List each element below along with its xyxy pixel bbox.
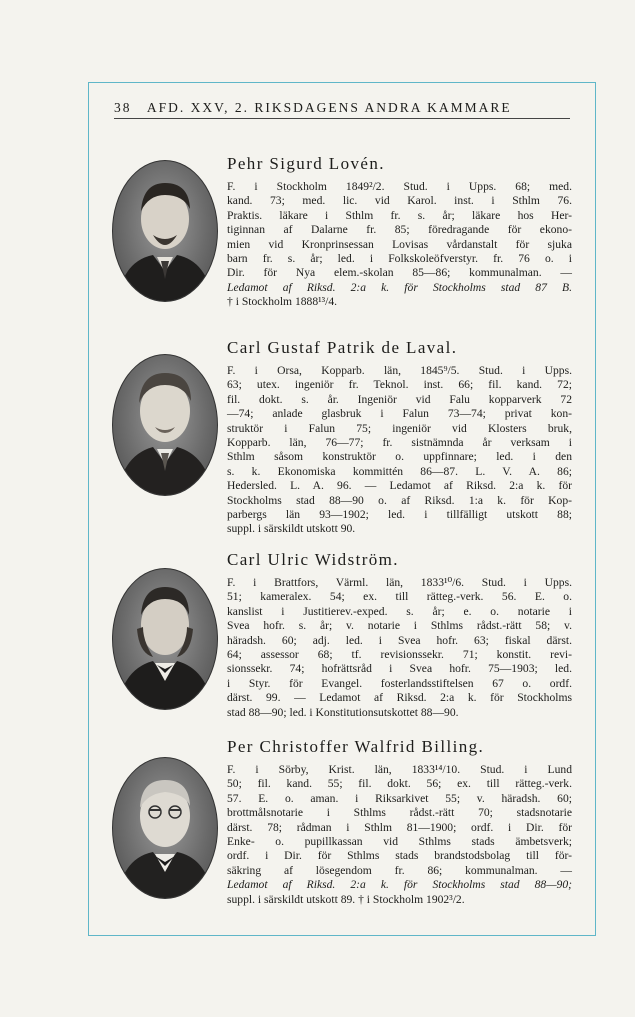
bio-line: barn fr. s. år; led. i Folkskoleöfverstyr. fr. 76 o. i xyxy=(227,252,572,266)
bio-line: mien vid Kronprinsessan Lovisas vårdanstalt för sjuka xyxy=(227,237,572,251)
bio-line: Ledamot af Riksd. 2:a k. för Stockholms stad 87 B. xyxy=(227,280,572,294)
bio-line: i Styr. för Evangel. fosterlandsstiftelsen 67 o. ordf. xyxy=(227,676,572,690)
bio-line: sionssekr. 74; hofrättsråd i Svea hofr. 75—1903; led. xyxy=(227,662,572,676)
bio-line: † i Stockholm 1888¹³/4. xyxy=(227,295,338,309)
bio-line: tiginnan af Dalarne fr. 85; föredragande för ekono- xyxy=(227,223,572,237)
person-name: Carl Gustaf Patrik de Laval. xyxy=(227,338,458,357)
bio-line: Dir. för Nya elem.-skolan 85—86; kommunalman. — xyxy=(227,266,572,280)
bio-line: 63; utex. ingeniör fr. Teknol. inst. 66; fil. kand. 72; xyxy=(227,378,572,392)
bio-line: Kopparb. län, 76—77; fr. sistnämnda år verksam i xyxy=(227,436,572,450)
bio-line: häradsh. 60; adj. led. i Svea hofr. 63; fiskal därst. xyxy=(227,633,572,647)
bio-line: F. i Brattfors, Värml. län, 1833¹⁰/6. Stud. i Upps. xyxy=(227,576,572,589)
bio-line: s. k. Ekonomiska kommittén 86—87. L. V. A. 86; xyxy=(227,464,572,478)
bio-line: brottmålsnotarie i Sthlms rådst.-rätt 70; stadsnotarie xyxy=(227,806,572,820)
bio-line: Hedersled. L. A. 96. — Ledamot af Riksd. 2:a k. för xyxy=(227,479,572,493)
bio-line: Enke- o. pupillkassan vid Sthlms stads ämbetsverk; xyxy=(227,835,572,849)
bio-line: Sthlm såsom konstruktör o. uppfinnare; led. i den xyxy=(227,450,572,464)
bio-line: F. i Sörby, Krist. län, 1833¹⁴/10. Stud. i Lund xyxy=(227,763,572,776)
bio-line: därst. 78; rådman i Sthlm 81—1900; ordf. i Dir. för xyxy=(227,820,572,834)
page-number: 38 xyxy=(114,100,132,115)
bio-line: 50; fil. kand. 55; fil. dokt. 56; ex. till rätteg.-verk. xyxy=(227,777,572,791)
portrait-photo xyxy=(112,160,218,302)
portrait-photo xyxy=(112,568,218,710)
bio-line: därst. 99. — Ledamot af Riksd. 2:a k. för Stockholms xyxy=(227,691,572,705)
bio-line: kanslist i Justitierev.-exped. s. år; e. o. notarie i xyxy=(227,604,572,618)
portrait-photo xyxy=(112,354,218,496)
bio-line: F. i Stockholm 1849²/2. Stud. i Upps. 68; med. xyxy=(227,180,572,193)
portrait-image xyxy=(113,758,217,898)
bio-line: parbergs län 93—1902; led. i tillfälligt utskott 88; xyxy=(227,508,572,522)
bio-line: —74; anlade glasbruk i Falun 73—74; privat kon- xyxy=(227,407,572,421)
bio-line: F. i Orsa, Kopparb. län, 1845⁹/5. Stud. i Upps. xyxy=(227,364,572,377)
bio-line: Svea hofr. s. år; v. notarie i Sthlms rådst.-rätt 58; v. xyxy=(227,619,572,633)
bio-line: suppl. i särskildt utskott 89. † i Stockholm 1902³/2. xyxy=(227,892,465,906)
bio-line: fil. dokt. s. år. Ingeniör vid Falu kopparverk 72 xyxy=(227,392,572,406)
portrait-image xyxy=(113,569,217,709)
bio-line: struktör i Falun 75; ingeniör vid Klosters bruk, xyxy=(227,421,572,435)
running-title: AFD. XXV, 2. RIKSDAGENS ANDRA KAMMARE xyxy=(146,100,512,115)
running-header xyxy=(114,100,570,119)
portrait-photo xyxy=(112,757,218,899)
person-name: Carl Ulric Widström. xyxy=(227,550,399,569)
bio-line: Stockholms stad 88—90 o. af Riksd. 1:a k. för Kop- xyxy=(227,493,572,507)
bio-line: suppl. i särskildt utskott 90. xyxy=(227,522,356,536)
bio-line: 64; assessor 68; tf. revisionssekr. 71; konstit. revi- xyxy=(227,648,572,662)
portrait-image xyxy=(113,355,217,495)
bio-line: säkring af lösegendom fr. 86; kommunalman. — xyxy=(227,863,572,877)
bio-line: 51; kameralex. 54; ex. till rätteg.-verk. 56. E. o. xyxy=(227,590,572,604)
bio-line: stad 88—90; led. i Konstitutionsutskottet 88—90. xyxy=(227,705,459,719)
bio-line: Ledamot af Riksd. 2:a k. för Stockholms stad 88—90; xyxy=(227,878,572,892)
bio-line: kand. 73; med. lic. vid Karol. inst. i Sthlm 76. xyxy=(227,194,572,208)
bio-line: 57. E. o. aman. i Riksarkivet 55; v. häradsh. 60; xyxy=(227,791,572,805)
person-name: Pehr Sigurd Lovén. xyxy=(227,154,385,173)
bio-line: ordf. i Dir. för Sthlms stads brandstodsbolag till för- xyxy=(227,849,572,863)
portrait-image xyxy=(113,161,217,301)
person-name: Per Christoffer Walfrid Billing. xyxy=(227,737,485,756)
bio-line: Praktis. läkare i Sthlm fr. s. år; läkare hos Her- xyxy=(227,208,572,222)
